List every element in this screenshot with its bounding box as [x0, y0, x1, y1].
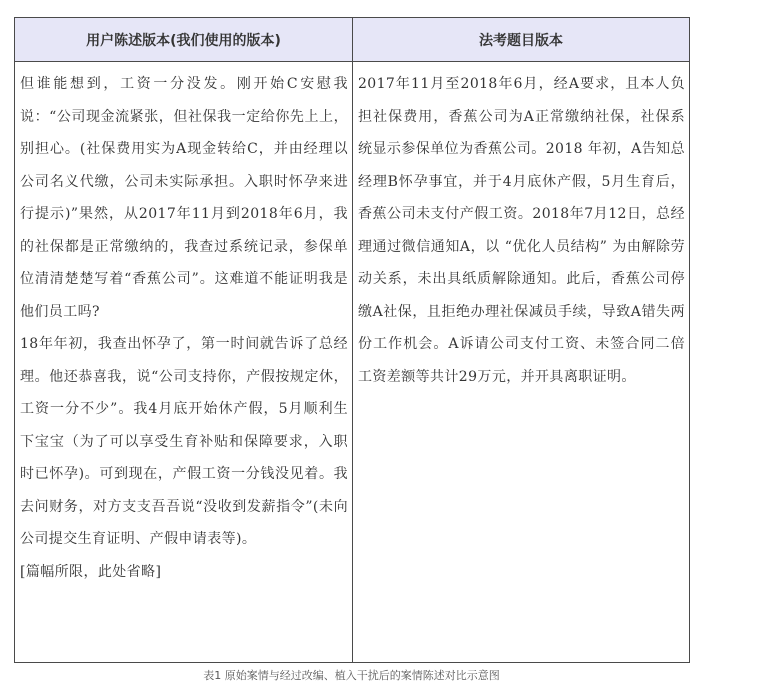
user-version-cell — [15, 62, 353, 662]
comparison-table — [14, 17, 690, 663]
table-body-row — [15, 62, 689, 662]
table-caption: 表1 原始案情与经过改编、植入干扰后的案情陈述对比示意图 — [203, 669, 500, 682]
exam-version-cell — [353, 62, 689, 662]
exam-paragraph: 2017年11月至2018年6月，经A要求，且本人负担社保费用，香蕉公司为A正常缴纳社保，社保系统显示参保单位为香蕉公司。2018 年初，A告知总经理B怀孕事宜，并于4月底休产假，5月生育后，香蕉公司未支付产假工资。2018年7月12日，总经理通过微信通知A，以 “优化人员结构” 为由解除劳动关系，未出具纸质解除通知。此后，香蕉公司停缴A社保，且拒绝办理社保减员手续，导致A错失两份工作机会。A诉请公司支付工资、未签合同二倍工资差额等共计29万元，并开具离职证明。 — [358, 76, 685, 385]
header-exam-version: 法考题目版本 — [479, 32, 563, 49]
table-header-row — [15, 18, 689, 62]
user-paragraph-1: 但谁能想到，工资一分没发。刚开始C安慰我说：“公司现金流紧张，但社保我一定给你先上上，别担心。(社保费用实为A现金转给C，并由经理以公司名义代缴，公司未实际承担。入职时怀孕来进行提示)”果然，从2017年11月到2018年6月，我的社保都是正常缴纳的，我查过系统记录，参保单位清清楚楚写着“香蕉公司”。这难道不能证明我是他们员工吗? — [20, 76, 348, 320]
header-user-version: 用户陈述版本(我们使用的版本) — [15, 18, 353, 61]
user-paragraph-omitted: [篇幅所限，此处省略] — [20, 563, 162, 580]
user-paragraph-2: 18年年初，我查出怀孕了，第一时间就告诉了总经理。他还恭喜我，说“公司支持你，产假按规定休，工资一分不少”。我4月底开始休产假，5月顺利生下宝宝（为了可以享受生育补贴和保障要求，入职时已怀孕)。可到现在，产假工资一分钱没见着。我去问财务，对方支支吾吾说“没收到发薪指令”(未向公司提交生育证明、产假申请表等)。 — [20, 336, 348, 547]
